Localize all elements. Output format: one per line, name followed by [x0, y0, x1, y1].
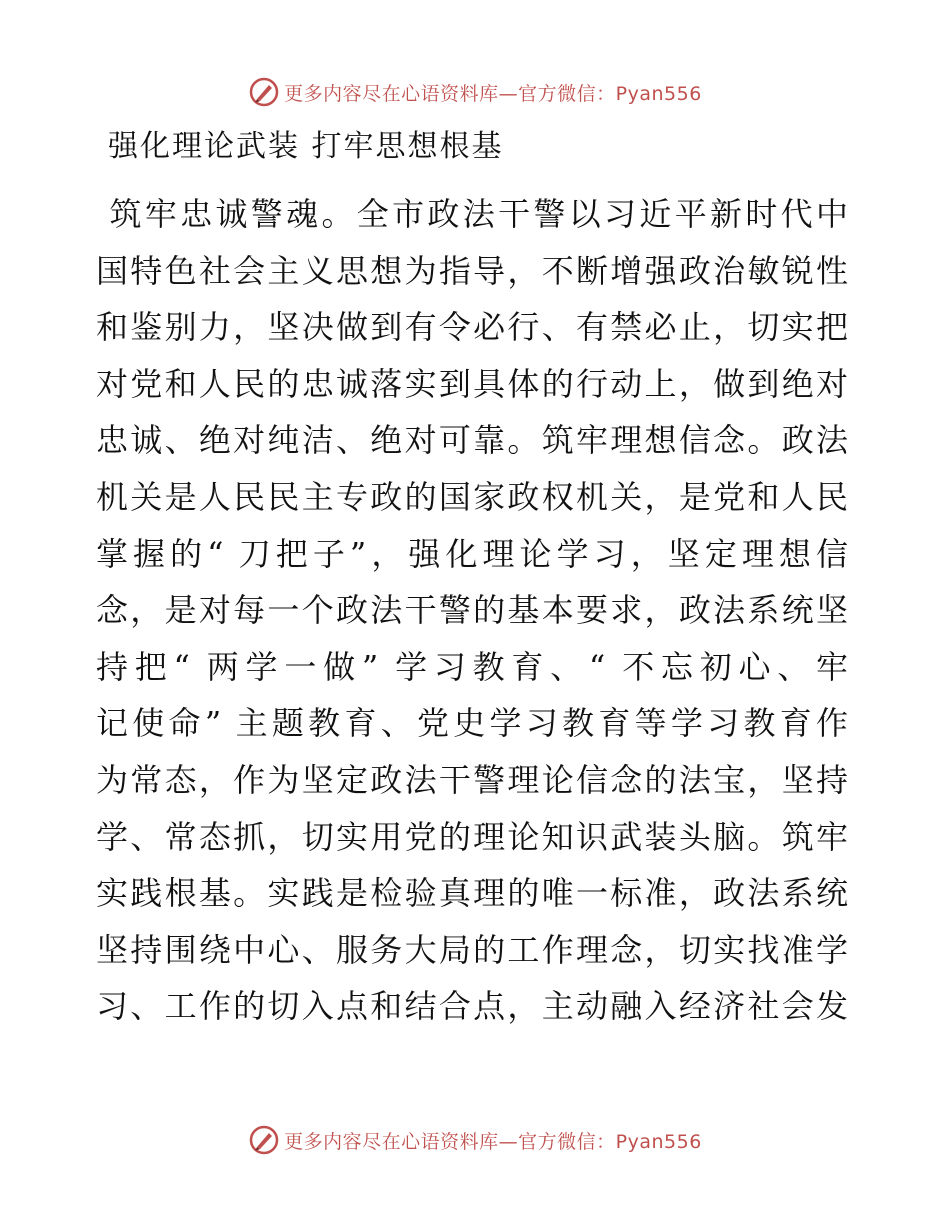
body-line: 筑牢忠诚警魂。全市政法干警以习近平新时代中 — [96, 195, 848, 233]
body-line: 忠诚、绝对纯洁、绝对可靠。筑牢理想信念。政法 — [96, 421, 848, 460]
body-line: 持把“ 两学一做” 学习教育、“ 不忘初心、牢 — [96, 647, 848, 686]
footer-watermark — [0, 1120, 950, 1160]
watermark-text: 更多内容尽在心语资料库—官方微信：Pyan556 — [284, 82, 702, 105]
body-line: 国特色社会主义思想为指导，不断增强政治敏锐性 — [96, 251, 848, 290]
document-body — [96, 186, 848, 1035]
body-line: 记使命” 主题教育、党史学习教育等学习教育作 — [96, 704, 848, 743]
pen-circle-logo-icon — [248, 1124, 280, 1156]
body-line: 念，是对每一个政法干警的基本要求，政法系统坚 — [96, 591, 848, 630]
body-line: 为常态，作为坚定政法干警理论信念的法宝，坚持 — [96, 760, 848, 799]
header-watermark — [0, 72, 950, 112]
body-line: 掌握的“ 刀把子”，强化理论学习，坚定理想信 — [96, 534, 848, 573]
body-line: 习、工作的切入点和结合点，主动融入经济社会发 — [96, 987, 848, 1026]
body-line: 机关是人民民主专政的国家政权机关，是党和人民 — [96, 477, 848, 516]
document-title: 强化理论武装 打牢思想根基 — [108, 129, 504, 164]
body-line: 和鉴别力，坚决做到有令必行、有禁必止，切实把 — [96, 308, 848, 347]
body-line: 学、常态抓，切实用党的理论知识武装头脑。筑牢 — [96, 817, 848, 856]
pen-circle-logo-icon — [248, 76, 280, 108]
body-line: 实践根基。实践是检验真理的唯一标准，政法系统 — [96, 874, 848, 913]
body-line: 对党和人民的忠诚落实到具体的行动上，做到绝对 — [96, 364, 848, 403]
body-line: 坚持围绕中心、服务大局的工作理念，切实找准学 — [96, 930, 848, 969]
watermark-text: 更多内容尽在心语资料库—官方微信：Pyan556 — [284, 1130, 702, 1153]
